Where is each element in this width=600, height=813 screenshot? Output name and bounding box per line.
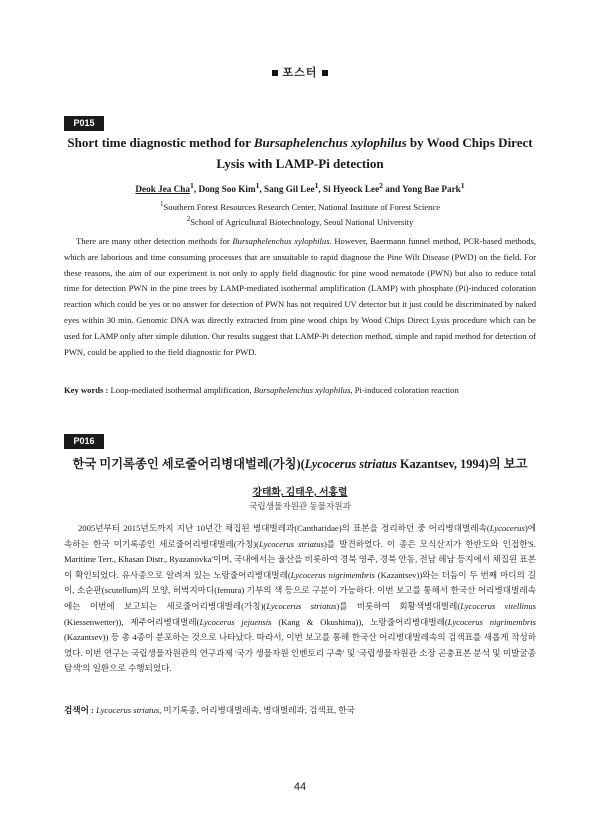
body-species: Lycocerus nigrimembris [447,616,537,627]
p016-affiliation: 국립생물자원관 동물자원과 [249,501,351,511]
square-bullet-icon [272,70,278,76]
body-text: (Kang & Okushima)), 노랑줄어리병대벌레( [271,616,448,627]
author-name: Si Hyeock Lee [323,184,380,195]
affiliation-text: School of Agricultural Biotechnology, Seoul National University [190,216,414,227]
body-text: )에 속하는 한국 미기록종인 세로줄어리병대벌레(가칭)( [64,523,536,549]
body-species: Lycocerus striatus [266,600,337,611]
keywords-text: , 미기록종, 어리병대벌레속, 병대벌레과, 검색표, 한국 [159,705,355,715]
author-name: Sang Gil Lee [264,184,315,195]
title-species: Lycocerus striatus [304,457,397,471]
keywords-label: 검색어 : [64,705,94,715]
body-species: Lycocerus [489,523,525,533]
p015-title [60,132,540,174]
abstract-badge-p015: P015 [64,116,104,131]
body-text: 2005년부터 2015년도까지 지난 10년간 채집된 병대벌레과(Cantharidae)의 표본을 정리하던 중 어리병대벌레속( [78,523,490,533]
body-species: Lycocerus jejuensis [199,616,272,627]
title-species: Bursaphelenchus xylophilus [253,135,407,150]
abstract-badge-p016: P016 [64,434,104,449]
keywords-text: , Pi-induced coloration reaction [350,385,459,395]
author-sep: , [318,184,324,195]
keywords-species: Bursaphelenchus xylophilus [253,385,351,395]
body-text: )를 비롯하여 회황색병대벌레( [336,600,461,611]
body-text: (Kiessenwetter)), 제주어리병대벌레( [64,616,200,627]
author-name: Deok Jea Cha [135,184,191,195]
title-text: by Wood Chips Direct Lysis with LAMP-Pi detection [216,135,533,171]
title-text: Short time diagnostic method for [67,135,254,150]
abstract-text: . However, Baermann funnel method, PCR-based methods, which are laborious and time consuming processes that are unsuitable to rapid diagnose the Pine Wilt Disease (PWD) on the field. For these reasons, the aim of our experiment is not only to apply field diagnostic for pine wood nematode (PWN) but also to reduce total time for detection PWN in the pine trees by LAMP-mediated isothermal amplification (LAMP) with phosphate (Pi)-induced coloration reaction which could be yes or no answer for detection of PWN has not required UV detector but it just could be discriminated by naked eyes within 30 min. Genomic DNA was directly extracted from pine wood chips by Wood Chips Direct Lysis procedure which can be used for LAMP only after simple dilution. Our results suggest that LAMP-Pi detection method, simple and rapid method for detection of PWN, could be applied to the field diagnostic for PWD. [64,236,536,357]
p016-authors [60,484,540,498]
p016-title [50,455,550,473]
title-text: 한국 미기록종인 세로줄어리병대벌레(가칭)( [72,457,305,471]
keywords-label: Key words : [64,385,109,395]
body-species: Lycocerus striatus [259,538,324,549]
p016-abstract [64,521,536,677]
affiliation-line [60,213,540,228]
author-sup: 1 [190,181,194,190]
section-header-label: 포스터 [282,67,318,79]
affiliation-sup: 2 [186,214,191,223]
p015-abstract [64,234,536,360]
title-text: Kazantsev, 1994)의 보고 [396,457,528,471]
author-name: Yong Bae Park [402,184,461,195]
author-sup: 1 [314,181,319,190]
author-sep: and [382,184,403,195]
affiliation-line [60,198,540,213]
body-text: (Kazantsev)) 등 총 4종이 분포하는 것으로 나타났다. 따라서, 이번 보고를 통해 한국산 어리병대벌레속의 검색표를 새롭게 작성하였다. 이번 연구는 국립생물자원관의 연구과제 '국가 생물자원 인벤토리 구축' 및 '국립생물자원관 소장 곤충표본 분석 및 미발굴종 탐색'의 일환으로 수행되었다. [64,632,536,674]
author-sup: 2 [379,181,383,190]
author-name: Dong Soo Kim [198,184,256,195]
abstract-species: Bursaphelenchus xylophilus [232,236,330,246]
author-sup: 1 [460,181,465,190]
page-number: 44 [293,781,307,793]
body-text: (Kazantsev))와는 더듬이 두 번째 마디의 길이, 소순판(scutellum)의 모양, 허벅지마디(femura) 기부의 색 등으로 구분이 가능하다. 이번 보고를 통해서 한국산 어리병대벌레속에는 이번에 보고되는 세로줄어리병대벌레(가칭)( [64,569,536,611]
keywords-text: Loop-mediated isothermal amplification, [108,385,254,395]
body-species: Lycocerus vitellinus [460,600,536,611]
body-species: Lycocerus nigrimembris [290,569,375,580]
p016-keywords [64,704,536,717]
body-text: )를 발견하였다. 이 종은 모식산지가 한반도와 인접한'S. Maritime Terr., Khasan Distr., Ryazanovka'이며, 국내에서는 울산을 비롯하여 경북 영주, 경북 안동, 전남 해남 등지에서 채집된 표본이 확인되었다. 유사종으로 알려져 있는 노랑줄어리병대벌레( [64,538,536,580]
section-header [0,64,600,80]
author-sup: 1 [255,181,260,190]
p015-affiliations [60,198,540,228]
abstract-text: There are many other detection methods for [76,236,233,246]
p015-keywords [64,384,536,397]
author-sep: , [259,184,265,195]
affiliation-text: Southern Forest Resources Research Center, National Institute of Forest Science [163,201,441,212]
p015-authors [60,181,540,194]
keywords-species: Lycocerus striatus [96,705,160,715]
square-bullet-icon [322,70,328,76]
affiliation-sup: 1 [159,200,164,208]
author-sep: , [193,184,199,195]
author-names: 강태화, 김태우, 서홍렬 [252,487,348,498]
